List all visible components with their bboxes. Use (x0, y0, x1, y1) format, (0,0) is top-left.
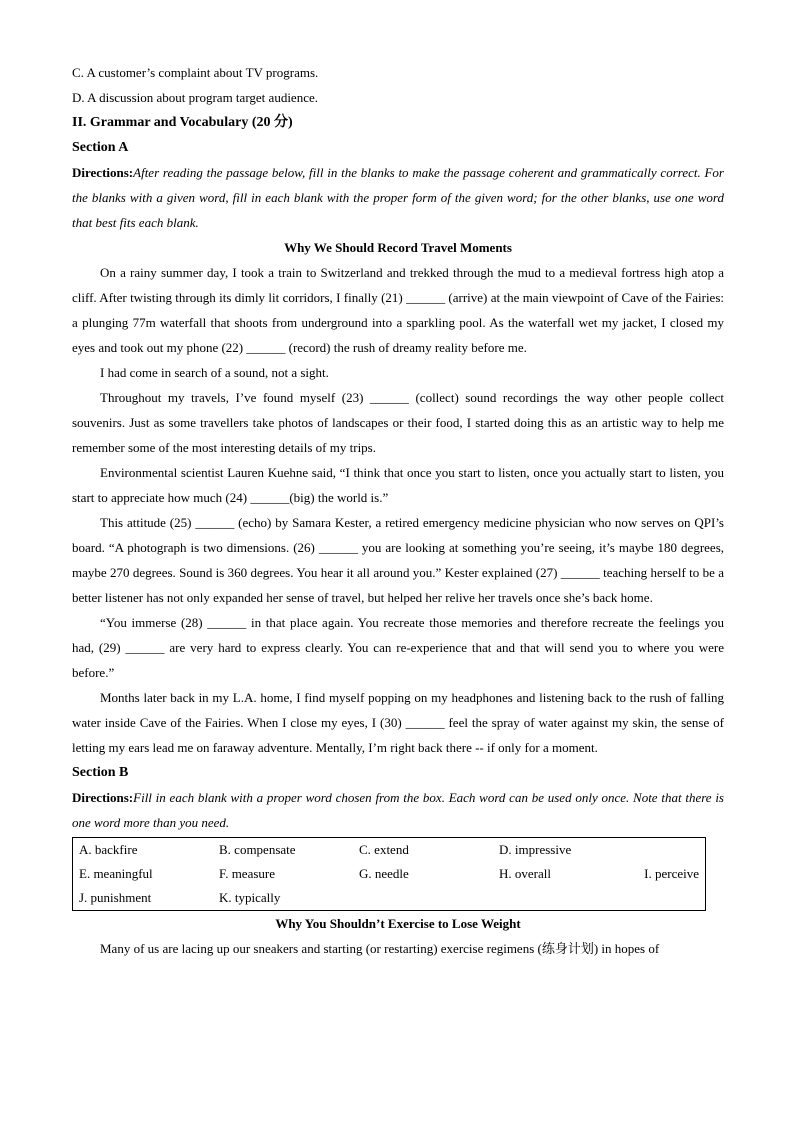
directions-text: Fill in each blank with a proper word chosen from the box. Each word can be used only once. Note that there is one word more than you need. (72, 790, 724, 830)
section-b-directions (72, 785, 724, 835)
paragraph: On a rainy summer day, I took a train to Switzerland and trekked through the mud to a medieval fortress high atop a cliff. After twisting through its dimly lit corridors, I finally (21) ______ (arrive) at the main viewpoint of Cave of the Fairies: a plunging 77m waterfall that shoots from underground into a sparkling pool. As the waterfall wet my jacket, I closed my eyes and took out my phone (22) ______ (record) the rush of dreamy reality before me. (72, 265, 724, 355)
document-page (72, 60, 724, 961)
word-box-row (73, 838, 706, 863)
passage-title-b: Why You Shouldn’t Exercise to Lose Weight (275, 916, 521, 931)
paragraph: This attitude (25) ______ (echo) by Samara Kester, a retired emergency medicine physician who now serves on QPI’s board. “A photograph is two dimensions. (26) ______ you are looking at something you’re seeing, it’s maybe 180 degrees, maybe 270 degrees. Sound is 360 degrees. You hear it all around you.” Kester explained (27) ______ teaching herself to be a better listener has not only expanded her sense of travel, but helped her relive her travels once she’s back home. (72, 515, 724, 605)
word-option: B. compensate (219, 842, 296, 857)
word-box (72, 837, 706, 911)
word-option: K. typically (219, 890, 281, 905)
section-a-heading: Section A (72, 140, 129, 155)
paragraph: Months later back in my L.A. home, I find myself popping on my headphones and listening back to the rush of falling water inside Cave of the Fairies. When I close my eyes, I (30) ______ feel the spray of water against my skin, the sense of letting my ears lead me on faraway adventure. Mentally, I’m right back there -- if only for a moment. (72, 690, 724, 755)
word-option: D. impressive (499, 842, 572, 857)
word-option (633, 838, 706, 863)
section-a-directions (72, 160, 724, 235)
passage-title: Why We Should Record Travel Moments (284, 240, 512, 255)
word-option: H. overall (499, 866, 551, 881)
paragraph: Environmental scientist Lauren Kuehne said, “I think that once you start to listen, once you actually start to listen, you start to appreciate how much (24) ______(big) the world is.” (72, 465, 724, 505)
word-option (493, 886, 633, 911)
section-heading: II. Grammar and Vocabulary (20 分) (72, 115, 293, 130)
word-option: J. punishment (79, 890, 152, 905)
directions-label: Directions: (72, 165, 134, 180)
word-option (353, 886, 493, 911)
paragraph: Many of us are lacing up our sneakers and starting (or restarting) exercise regimens (练身计划) in hopes of (100, 941, 660, 956)
paragraph: “You immerse (28) ______ in that place again. You recreate those memories and therefore recreate the feelings you had, (29) ______ are very hard to express clearly. You can re-experience that and that will send you to where you were before.” (72, 615, 724, 680)
word-box-row (73, 862, 706, 886)
word-option: A. backfire (79, 842, 138, 857)
directions-label: Directions: (72, 790, 134, 805)
word-box-row (73, 886, 706, 911)
option-d: D. A discussion about program target audience. (72, 90, 318, 105)
option-c: C. A customer’s complaint about TV programs. (72, 65, 319, 80)
section-b-heading: Section B (72, 765, 129, 780)
paragraph: I had come in search of a sound, not a sight. (100, 365, 329, 380)
directions-text: After reading the passage below, fill in the blanks to make the passage coherent and grammatically correct. For the blanks with a given word, fill in each blank with the proper form of the given word; for the other blanks, use one word that best fits each blank. (72, 165, 724, 230)
word-option: C. extend (359, 842, 409, 857)
word-option: F. measure (219, 866, 275, 881)
word-option: G. needle (359, 866, 409, 881)
word-option (633, 886, 706, 911)
paragraph: Throughout my travels, I’ve found myself (23) ______ (collect) sound recordings the way other people collect souvenirs. Just as some travellers take photos of landscapes or their food, I started doing this as an artistic way to help me remember some of the most interesting details of my trips. (72, 390, 724, 455)
word-option: I. perceive (644, 866, 699, 881)
word-option: E. meaningful (79, 866, 153, 881)
